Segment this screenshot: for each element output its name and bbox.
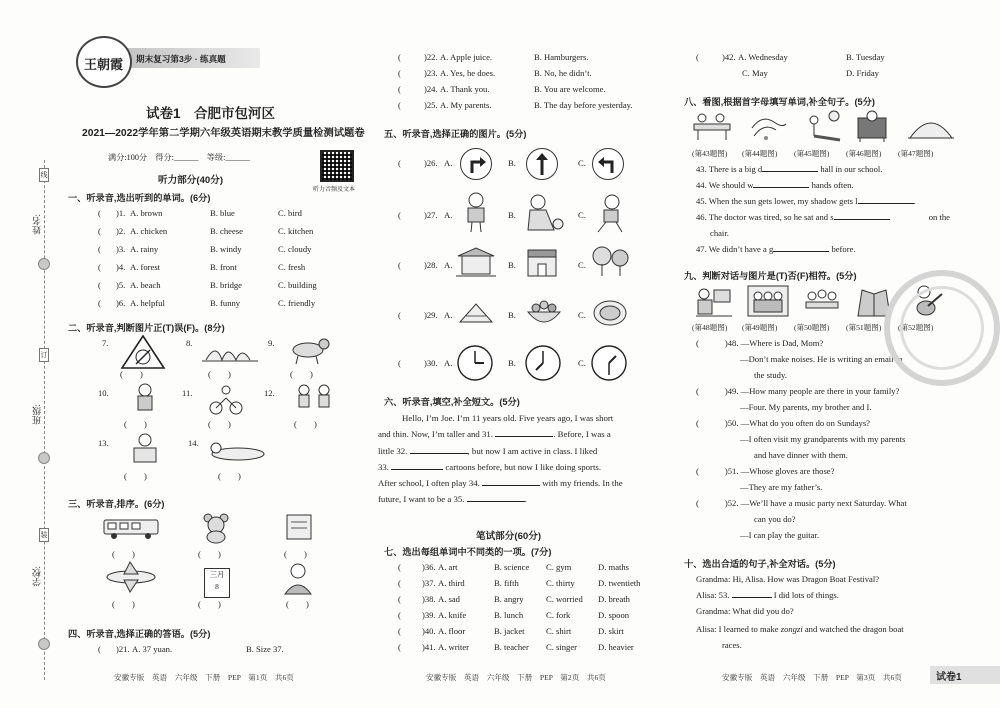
opera-house-picture — [202, 338, 258, 366]
listening-header: 听力部分(40分) — [158, 175, 224, 186]
dialogue-52: ( )52. —We’ll have a music party next Saturday. What — [696, 498, 907, 508]
question-row: ( )41. A. writer B. teacher C. singer D. heavier — [398, 642, 634, 652]
question-row: ( )42. A. Wednesday B. Tuesday — [696, 52, 885, 62]
figure-caption: (第49题图) — [742, 323, 778, 332]
dialogue-line: Alisa: 53. I did lots of things. — [696, 590, 839, 600]
header-band-text: 期末复习第3步 · 练真题 — [136, 54, 226, 64]
answer-blank[interactable] — [732, 597, 772, 598]
qr-code[interactable] — [320, 150, 354, 182]
sec3-title: 三、听录音,排序。(6分) — [68, 499, 165, 509]
answer-paren[interactable]: ( ) — [208, 369, 231, 379]
binding-box: 装 — [39, 528, 49, 542]
answer-blank[interactable] — [834, 219, 890, 220]
answer-paren[interactable]: ( ) — [294, 419, 317, 429]
boy-standing-picture — [458, 192, 494, 234]
sentence-45: 45. When the sun gets lower, my shadow gets l . — [696, 196, 916, 206]
sentence-47: 47. We didn’t have a g before. — [696, 244, 856, 254]
question-row: ( )26. A. B. C. — [398, 158, 586, 168]
page-tab — [930, 666, 1000, 684]
school-label: 学校: — [32, 566, 42, 587]
answer-paren[interactable]: ( ) — [218, 471, 241, 481]
question-row: ( )39. A. knife B. lunch C. fork D. spoon — [398, 610, 630, 620]
gym-picture — [906, 108, 956, 144]
answer-paren[interactable]: ( ) — [198, 599, 221, 609]
figure-caption: (第44题图) — [742, 149, 778, 158]
clock-picture — [456, 344, 494, 382]
sec1-title: 一、听录音,选出听到的单词。(6分) — [68, 193, 211, 203]
figure-caption: (第45题图) — [794, 149, 830, 158]
clock-picture — [524, 344, 562, 382]
figure-caption: (第51题图) — [846, 323, 882, 332]
written-header: 笔试部分(60分) — [476, 531, 542, 542]
lying-person-picture — [208, 436, 268, 464]
page-tab-label: 试卷1 — [936, 672, 962, 683]
park-picture — [590, 244, 632, 280]
dialogue-line: can you do? — [754, 514, 796, 524]
girl-sitting-picture — [524, 194, 566, 234]
answer-paren[interactable]: ( ) — [208, 419, 231, 429]
sec10-title: 十、选出合适的句子,补全对话。(5分) — [684, 559, 836, 569]
cyclist-picture — [208, 384, 244, 416]
question-row: ( )6. A. helpful B. funny C. friendly — [98, 298, 316, 308]
dialogue-line: —They are my father’s. — [740, 482, 823, 492]
question-row: ( )36. A. art B. science C. gym D. maths — [398, 562, 630, 572]
question-row: ( )27. A. B. C. — [398, 210, 586, 220]
family-photo-picture — [746, 284, 790, 320]
washing-hands-picture — [746, 108, 790, 144]
answer-blank[interactable] — [467, 501, 525, 502]
column-page-1 — [68, 0, 365, 708]
answer-paren[interactable]: ( ) — [290, 369, 313, 379]
figure-caption: (第52题图) — [898, 323, 934, 332]
answer-paren[interactable]: ( ) — [120, 369, 143, 379]
sec5-title: 五、听录音,选择正确的图片。(5分) — [384, 129, 527, 139]
answer-paren[interactable]: ( ) — [124, 471, 147, 481]
cake-picture — [590, 296, 630, 330]
name-label: 姓名: — [32, 214, 42, 235]
answer-blank[interactable] — [482, 485, 540, 486]
class-label: 班级: — [32, 404, 42, 425]
question-row: ( )4. A. forest B. front C. fresh — [98, 262, 306, 272]
sentence-46: 46. The doctor was tired, so he sat and s on the — [696, 212, 950, 222]
exam-title: 试卷1 合肥市包河区 — [146, 106, 276, 121]
dining-hall-picture — [690, 108, 734, 144]
sec6-title: 六、听录音,填空,补全短文。(5分) — [384, 397, 520, 407]
question-row: ( )21. A. 37 yuan. B. Size 37. — [98, 644, 284, 654]
dialogue-49: ( )49. —How many people are there in your family? — [696, 386, 900, 396]
question-row: ( )37. A. third B. fifth C. thirty D. twentieth — [398, 578, 641, 588]
question-row: ( )22. A. Apple juice. B. Hamburgers. — [398, 52, 589, 62]
logo-text: 王朝霞 — [84, 58, 124, 73]
binding-hole — [38, 638, 50, 650]
answer-paren[interactable]: ( ) — [198, 549, 221, 559]
dialogue-line: Grandma: Hi, Alisa. How was Dragon Boat Festival? — [696, 574, 880, 584]
seal-inner-ring — [900, 286, 984, 370]
sandwich-picture — [456, 300, 496, 328]
dialogue-line: Alisa: I learned to make zongzi and watched the dragon boat — [696, 624, 904, 634]
secret-seal-watermark — [884, 270, 1000, 386]
binding-box: 订 — [39, 348, 49, 362]
dialogue-48: ( )48. —Where is Dad, Mom? — [696, 338, 824, 348]
question-row: ( )2. A. chicken B. cheese C. kitchen — [98, 226, 314, 236]
question-number: 13. — [98, 438, 109, 448]
salad-picture — [524, 296, 564, 330]
boy-running-picture — [590, 194, 630, 234]
dialogue-line: Grandma: What did you do? — [696, 606, 794, 616]
bus-picture — [102, 518, 160, 540]
doctor-sitting-picture — [854, 108, 894, 144]
question-number: 14. — [188, 438, 199, 448]
question-number: 11. — [182, 388, 193, 398]
answer-blank[interactable] — [410, 453, 468, 454]
qr-caption: 听力音频及文本 — [313, 187, 356, 193]
teddy-bear-picture — [200, 512, 232, 544]
dialogue-line: —Don’t make noises. He is writing an email in — [740, 354, 903, 364]
no-swimming-sign-picture — [120, 334, 166, 370]
question-row: ( )29. A. B. C. — [398, 310, 586, 320]
man-at-computer-picture — [694, 284, 734, 320]
sentence-46-cont: chair. — [710, 228, 729, 238]
man-portrait-picture — [282, 562, 314, 596]
question-row: ( )23. A. Yes, he does. B. No, he didn’t. — [398, 68, 592, 78]
answer-paren[interactable]: ( ) — [112, 549, 135, 559]
dialogue-line: the study. — [754, 370, 787, 380]
question-row: ( )38. A. sad B. angry C. worried D. breath — [398, 594, 630, 604]
calendar-picture: 三月 8 — [204, 568, 230, 598]
dialogue-line: —I can play the guitar. — [740, 530, 819, 540]
figure-caption: (第43题图) — [692, 149, 728, 158]
binding-dashed-line — [44, 160, 45, 680]
question-row: ( )28. A. B. C. — [398, 260, 586, 270]
sentence-43: 43. There is a big d hall in our school. — [696, 164, 883, 174]
question-row: ( )1. A. brown B. blue C. bird — [98, 208, 302, 218]
answer-blank[interactable] — [495, 436, 553, 437]
airplane-picture — [102, 560, 160, 594]
question-number: 8. — [186, 338, 193, 348]
question-number: 7. — [102, 338, 109, 348]
dialogue-line: and have dinner with them. — [754, 450, 848, 460]
family-dinner-picture — [800, 284, 844, 320]
answer-blank[interactable] — [773, 251, 829, 252]
boy-picture — [128, 382, 162, 412]
dialogue-50: ( )50. —What do you often do on Sundays? — [696, 418, 870, 428]
footer-page-2: 安徽专版 英语 六年级 下册 PEP 第2页 共6页 — [426, 673, 606, 682]
children-playing-picture — [292, 382, 336, 414]
figure-caption: (第50题图) — [794, 323, 830, 332]
exam-subtitle: 2021—2022学年第二学期六年级英语期末教学质量检测试题卷 — [82, 128, 365, 139]
turn-left-sign-picture — [592, 148, 624, 180]
figure-caption: (第46题图) — [846, 149, 882, 158]
question-row: ( )3. A. rainy B. windy C. cloudy — [98, 244, 312, 254]
question-row: ( )40. A. floor B. jacket C. shirt D. skirt — [398, 626, 624, 636]
go-straight-sign-picture — [526, 148, 558, 180]
sec8-title: 八、看图,根据首字母填写单词,补全句子。(5分) — [684, 97, 875, 107]
figure-caption: (第47题图) — [898, 149, 934, 158]
binding-hole — [38, 258, 50, 270]
answer-blank[interactable] — [753, 187, 809, 188]
cloze-passage: Hello, I’m Joe. I’m 11 years old. Five years ago, I was short and thin. Now, I’m taller and 31. . Before, I was a little 32. , but now I am active in class. I liked 33. cartoons before, but now I like doing sports. After school, I often play 34. with my friends. In the future, I want to be a 35. . — [378, 413, 623, 505]
sec9-title: 九、判断对话与图片是(T)否(F)相符。(5分) — [684, 271, 857, 281]
answer-paren[interactable]: ( ) — [286, 599, 309, 609]
temple-picture — [454, 246, 498, 280]
question-row: ( )24. A. Thank you. B. You are welcome. — [398, 84, 606, 94]
footer-page-3: 安徽专版 英语 六年级 下册 PEP 第3页 共6页 — [722, 673, 902, 682]
binding-margin — [0, 0, 64, 708]
question-number: 12. — [264, 388, 275, 398]
footer-page-1: 安徽专版 英语 六年级 下册 PEP 第1页 共6页 — [114, 673, 294, 682]
clock-picture — [590, 344, 628, 382]
question-row: C. May D. Friday — [742, 68, 879, 78]
answer-paren[interactable]: ( ) — [124, 419, 147, 429]
book-picture — [284, 512, 314, 542]
question-number: 10. — [98, 388, 109, 398]
girl-reading-picture — [126, 432, 164, 466]
question-row: ( )25. A. My parents. B. The day before yesterday. — [398, 100, 633, 110]
score-line: 满分:100分 得分:______ 等级:______ — [108, 153, 250, 162]
turn-right-sign-picture — [460, 148, 492, 180]
dialogue-line: —Four. My parents, my brother and I. — [740, 402, 872, 412]
sec7-title: 七、选出每组单词中不同类的一项。(7分) — [384, 547, 552, 557]
answer-blank[interactable] — [858, 203, 914, 204]
cinema-picture — [524, 244, 560, 280]
binding-box: 线 — [39, 168, 49, 182]
binding-hole — [38, 452, 50, 464]
shadow-picture — [800, 108, 844, 144]
sec4-title: 四、听录音,选择正确的答语。(5分) — [68, 629, 211, 639]
figure-caption: (第48题图) — [692, 323, 728, 332]
answer-paren[interactable]: ( ) — [112, 599, 135, 609]
answer-blank[interactable] — [762, 171, 818, 172]
question-row: ( )5. A. beach B. bridge C. building — [98, 280, 317, 290]
question-number: 9. — [268, 338, 275, 348]
dog-picture — [284, 336, 334, 366]
question-row: ( )30. A. B. C. — [398, 358, 586, 368]
answer-paren[interactable]: ( ) — [284, 549, 307, 559]
answer-blank[interactable] — [391, 469, 443, 470]
dialogue-line: races. — [722, 640, 742, 650]
dialogue-51: ( )51. —Whose gloves are those? — [696, 466, 835, 476]
sec2-title: 二、听录音,判断图片正(T)误(F)。(8分) — [68, 323, 225, 333]
dialogue-line: —I often visit my grandparents with my parents — [740, 434, 906, 444]
column-page-2 — [378, 0, 678, 708]
sentence-44: 44. We should w hands often. — [696, 180, 854, 190]
